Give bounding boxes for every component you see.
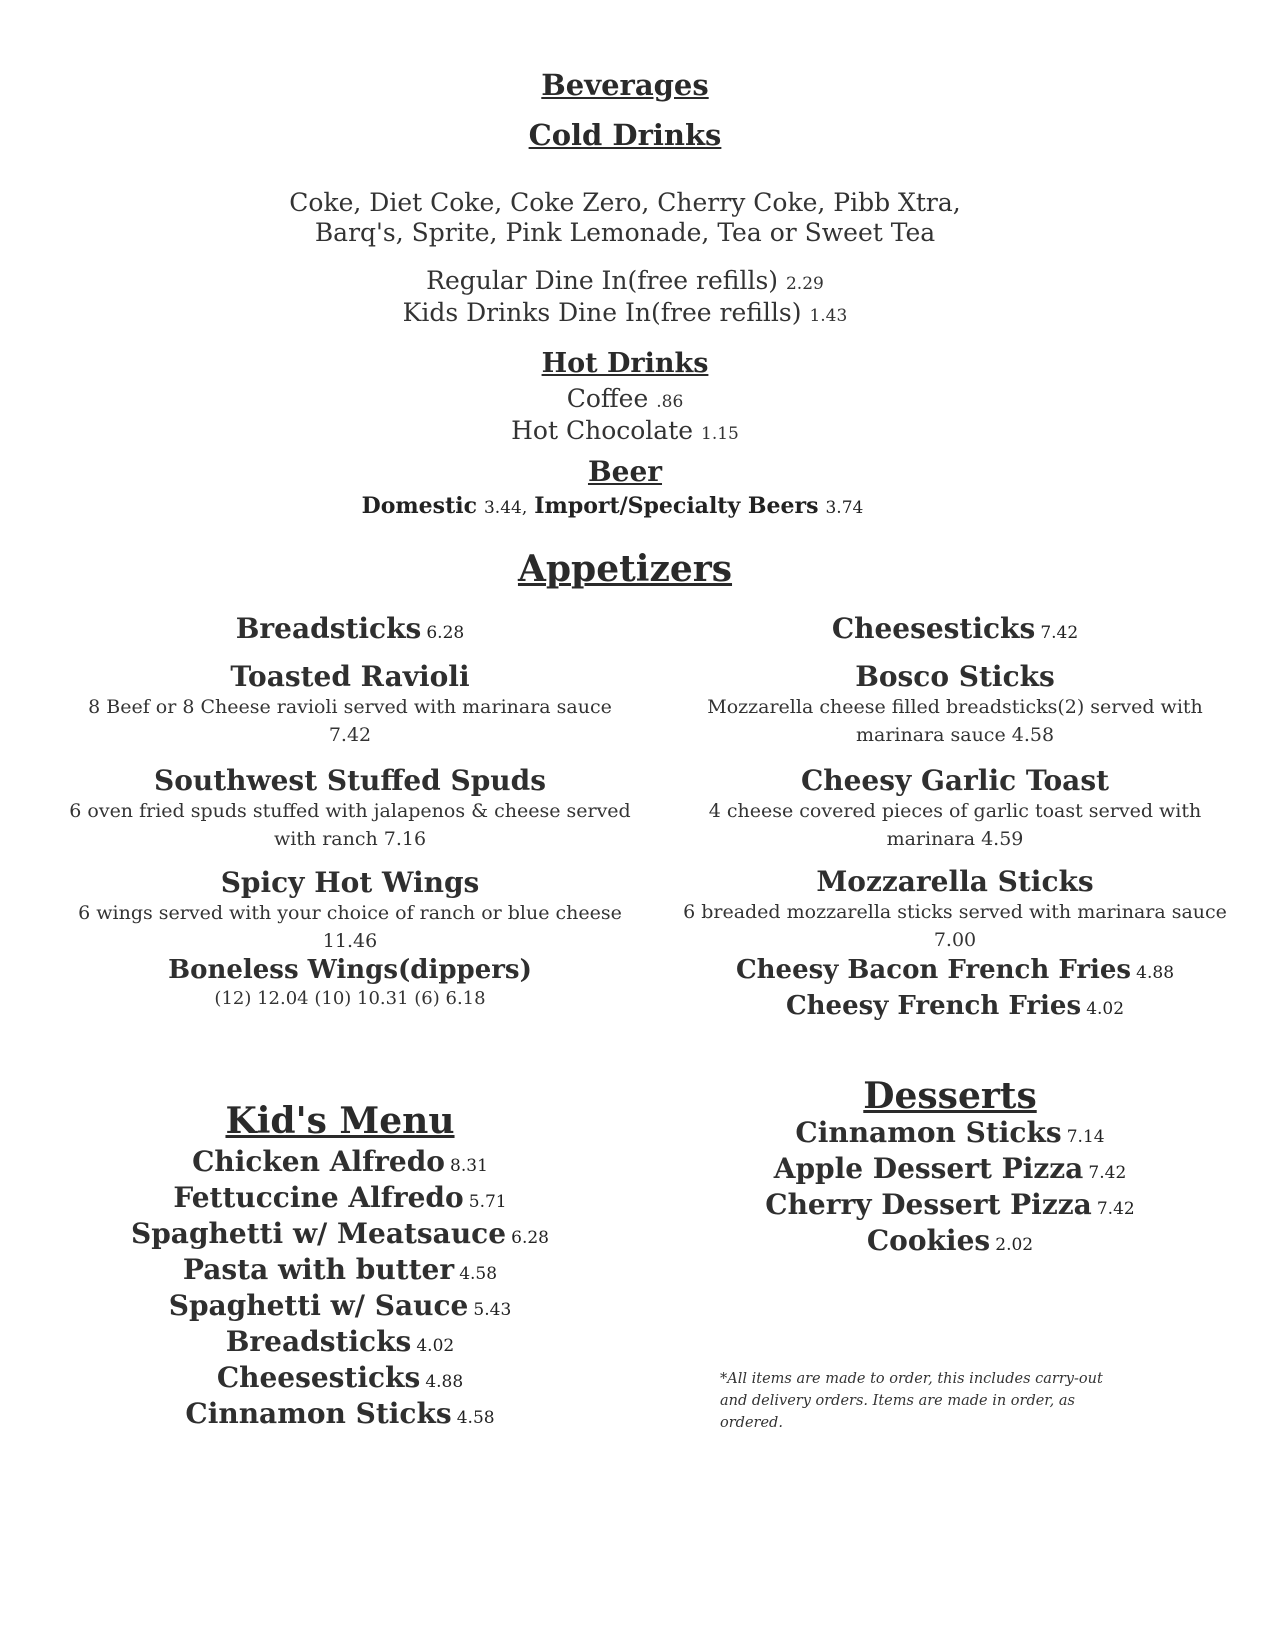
kids-item-price: 4.58 [456, 1408, 495, 1428]
kids-drink-price: 1.43 [809, 306, 848, 326]
appetizer-name: Southwest Stuffed Spuds [153, 764, 547, 797]
domestic-label: Domestic [361, 493, 477, 519]
appetizer-desc: marinara 4.59 [886, 828, 1024, 850]
appetizer-left-2 [55, 764, 645, 853]
import-label: Import/Specialty Beers [534, 493, 819, 519]
beer-title: Beer [587, 455, 663, 488]
kids-item-price: 5.43 [473, 1300, 512, 1320]
kids-item-name: Cinnamon Sticks [185, 1397, 452, 1430]
dessert-item-price: 7.42 [1088, 1163, 1127, 1183]
appetizer-desc: 6 wings served with your choice of ranch or blue cheese [78, 902, 622, 924]
order-note [720, 1368, 1140, 1434]
appetizer-desc: with ranch 7.16 [273, 828, 427, 850]
appetizer-price: 4.88 [1136, 963, 1175, 983]
appetizer-name: Breadsticks [235, 612, 422, 645]
appetizer-price: 4.02 [1086, 999, 1125, 1019]
kids-item-name: Pasta with butter [182, 1253, 455, 1286]
cold-drinks-title: Cold Drinks [528, 118, 722, 152]
appetizers-title: Appetizers [517, 548, 733, 590]
appetizer-name: Toasted Ravioli [230, 660, 470, 693]
regular-drink-line [0, 266, 1250, 295]
appetizer-name: Boneless Wings(dippers) [168, 955, 532, 985]
appetizer-desc: 6 oven fried spuds stuffed with jalapenos & cheese served [69, 800, 631, 822]
dessert-item-name: Cherry Dessert Pizza [765, 1188, 1092, 1221]
kids-item-price: 8.31 [450, 1156, 488, 1176]
beverages-title: Beverages [541, 68, 709, 102]
appetizer-price: 6.28 [426, 623, 465, 643]
appetizer-price: 7.42 [1040, 623, 1079, 643]
appetizer-name: Bosco Sticks [855, 660, 1055, 693]
hot-chocolate-line [0, 416, 1250, 445]
list-item [40, 1181, 640, 1217]
appetizer-right-3 [650, 865, 1260, 954]
hot-drinks-title: Hot Drinks [541, 348, 709, 379]
appetizer-desc: 8 Beef or 8 Cheese ravioli served with marinara sauce [88, 696, 612, 718]
appetizer-right-1 [650, 660, 1260, 749]
appetizer-desc: 4 cheese covered pieces of garlic toast served with [708, 800, 1202, 822]
appetizer-right-4 [650, 955, 1260, 985]
dessert-item-name: Cinnamon Sticks [795, 1116, 1062, 1149]
list-item [40, 1361, 640, 1397]
kids-item-name: Breadsticks [225, 1325, 412, 1358]
appetizer-desc: 11.46 [322, 930, 378, 952]
order-note-line: *All items are made to order, this includes carry-out [720, 1371, 1103, 1387]
list-item [40, 1217, 640, 1253]
coffee-line [0, 384, 1250, 413]
appetizer-name: Cheesy French Fries [785, 991, 1082, 1021]
list-item [40, 1145, 640, 1181]
appetizer-left-0 [55, 612, 645, 645]
cold-drinks-list-line2: Barq's, Sprite, Pink Lemonade, Tea or Sweet Tea [314, 218, 936, 247]
list-item [660, 1224, 1240, 1260]
dessert-item-price: 7.14 [1066, 1127, 1105, 1147]
appetizer-desc: 7.42 [328, 724, 372, 746]
cold-drinks-list-line1: Coke, Diet Coke, Coke Zero, Cherry Coke, Pibb Xtra, [289, 188, 961, 217]
appetizer-name: Cheesy Bacon French Fries [735, 955, 1132, 985]
desserts-title: Desserts [863, 1075, 1037, 1117]
regular-drink-label: Regular Dine In(free refills) [426, 266, 779, 295]
import-price: 3.74 [825, 498, 864, 518]
list-item [40, 1325, 640, 1361]
list-item [660, 1188, 1240, 1224]
kids-item-name: Chicken Alfredo [192, 1145, 445, 1178]
kids-item-price: 4.58 [459, 1264, 498, 1284]
coffee-label: Coffee [566, 384, 649, 413]
appetizer-desc: Mozzarella cheese filled breadsticks(2) served with [707, 696, 1203, 718]
kids-item-name: Spaghetti w/ Sauce [168, 1289, 469, 1322]
kids-menu-title: Kid's Menu [225, 1100, 455, 1142]
dessert-item-name: Cookies [866, 1224, 991, 1257]
appetizer-left-1 [55, 660, 645, 749]
kids-drink-line [0, 298, 1250, 327]
appetizer-desc: (12) 12.04 (10) 10.31 (6) 6.18 [214, 988, 486, 1009]
hot-chocolate-label: Hot Chocolate [511, 416, 694, 445]
appetizer-name: Cheesesticks [831, 612, 1036, 645]
order-note-line: ordered. [720, 1415, 783, 1431]
dessert-item-price: 7.42 [1096, 1199, 1135, 1219]
coffee-price: .86 [656, 392, 684, 412]
desserts-list [660, 1116, 1240, 1260]
list-item [660, 1152, 1240, 1188]
appetizer-name: Spicy Hot Wings [220, 866, 480, 899]
appetizer-right-0 [650, 612, 1260, 645]
dessert-item-price: 2.02 [995, 1235, 1034, 1255]
hot-chocolate-price: 1.15 [701, 424, 739, 444]
kids-item-price: 6.28 [511, 1228, 549, 1248]
appetizer-right-5 [650, 991, 1260, 1021]
order-note-line: and delivery orders. Items are made in order, as [720, 1393, 1075, 1409]
list-item [40, 1253, 640, 1289]
appetizer-left-4 [55, 955, 645, 1013]
appetizer-name: Mozzarella Sticks [816, 865, 1094, 898]
list-item [40, 1289, 640, 1325]
kids-item-name: Spaghetti w/ Meatsauce [131, 1217, 507, 1250]
kids-drink-label: Kids Drinks Dine In(free refills) [402, 298, 802, 327]
kids-item-name: Cheesesticks [216, 1361, 421, 1394]
appetizer-left-3 [55, 866, 645, 955]
kids-item-price: 4.88 [425, 1372, 464, 1392]
kids-item-price: 4.02 [416, 1336, 455, 1356]
domestic-price: 3.44, [483, 498, 528, 518]
dessert-item-name: Apple Dessert Pizza [773, 1152, 1084, 1185]
beer-line [0, 493, 1225, 519]
kids-item-price: 5.71 [468, 1192, 507, 1212]
appetizer-desc: marinara sauce 4.58 [855, 724, 1055, 746]
appetizer-desc: 7.00 [933, 929, 977, 951]
appetizer-name: Cheesy Garlic Toast [800, 764, 1110, 797]
appetizer-right-2 [650, 764, 1260, 853]
kids-item-name: Fettuccine Alfredo [173, 1181, 464, 1214]
list-item [40, 1397, 640, 1433]
list-item [660, 1116, 1240, 1152]
kids-menu-list [40, 1145, 640, 1433]
appetizer-desc: 6 breaded mozzarella sticks served with marinara sauce [683, 901, 1227, 923]
regular-drink-price: 2.29 [785, 274, 824, 294]
